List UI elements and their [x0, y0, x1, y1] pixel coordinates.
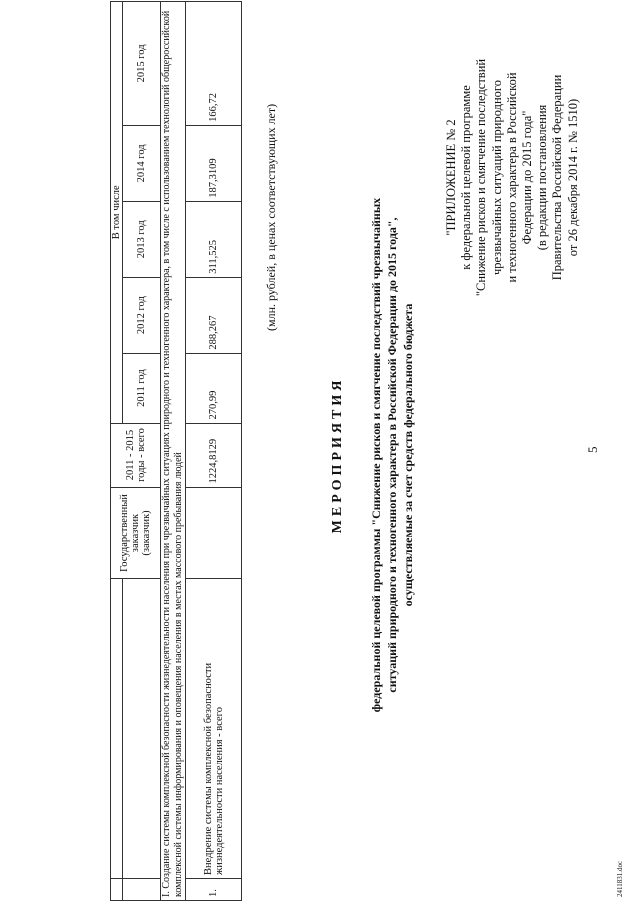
- footer-code: 2411831.doc: [616, 860, 624, 897]
- header-year: 2015 год: [123, 2, 161, 126]
- header-year: 2014 год: [123, 125, 161, 201]
- header-blank: [123, 879, 161, 901]
- appendix-line: и техногенного характера в Российской: [504, 72, 519, 283]
- row-customer: [186, 487, 242, 579]
- subtitle-line: ситуаций природного и техногенного характера в Российской Федерации до 2015 года",: [385, 217, 399, 693]
- header-year: 2011 год: [123, 353, 161, 423]
- row-total: 1224,8129: [186, 423, 242, 487]
- measures-table: [110, 1, 242, 901]
- appendix-line: к федеральной целевой программе: [459, 85, 474, 270]
- header-year: 2012 год: [123, 277, 161, 353]
- appendix-line: "ПРИЛОЖЕНИЕ № 2: [444, 119, 458, 236]
- header-year: 2013 год: [123, 201, 161, 277]
- appendix-line: чрезвычайных ситуаций природного: [489, 80, 504, 275]
- header-blank: [111, 579, 123, 879]
- row-name: Внедрение системы комплексной безопасности жизнедеятельности населения - всего: [186, 579, 242, 879]
- appendix-line: (в редакции постановления: [535, 104, 550, 251]
- appendix-line: от 26 декабря 2014 г. № 1510): [565, 98, 580, 257]
- page-number: 5: [585, 446, 600, 453]
- row-2012: 288,267: [186, 277, 242, 353]
- header-including: В том числе: [111, 2, 123, 424]
- header-blank: [111, 879, 123, 901]
- title-subtitle: [368, 105, 416, 805]
- row-2014: 187,3109: [186, 125, 242, 201]
- title-main: МЕРОПРИЯТИЯ: [330, 376, 345, 534]
- subtitle-line: осуществляемые за счет средств федерального бюджета: [401, 303, 415, 607]
- appendix-block: [444, 10, 581, 345]
- header-total: 2011 - 2015 годы - всего: [111, 423, 161, 487]
- section-heading: I. Создание системы комплексной безопасности жизнедеятельности населения при чрезвычайных ситуациях природного и техногенного характера, в том числе с использованием технологий общероссийской комплексной системы информирования и оповещения населения в местах массового пребывания людей: [161, 2, 186, 901]
- appendix-line: Правительства Российской Федерации: [550, 74, 565, 281]
- header-blank: [123, 579, 161, 879]
- subtitle-line: федеральной целевой программы "Снижение рисков и смягчение последствий чрезвычайных: [369, 197, 383, 713]
- header-customer: Государственный заказчик (заказчик): [111, 487, 161, 579]
- row-2015: 166,72: [186, 2, 242, 126]
- row-2013: 311,525: [186, 201, 242, 277]
- row-number: 1.: [186, 879, 242, 901]
- appendix-line: Федерации до 2015 года": [520, 110, 535, 245]
- row-2011: 270,99: [186, 353, 242, 423]
- appendix-line: "Снижение рисков и смягчение последствий: [474, 58, 489, 297]
- table-row: [186, 2, 242, 901]
- units-note: (млн. рублей, в ценах соответствующих лет): [264, 103, 278, 331]
- document-title: [330, 105, 416, 805]
